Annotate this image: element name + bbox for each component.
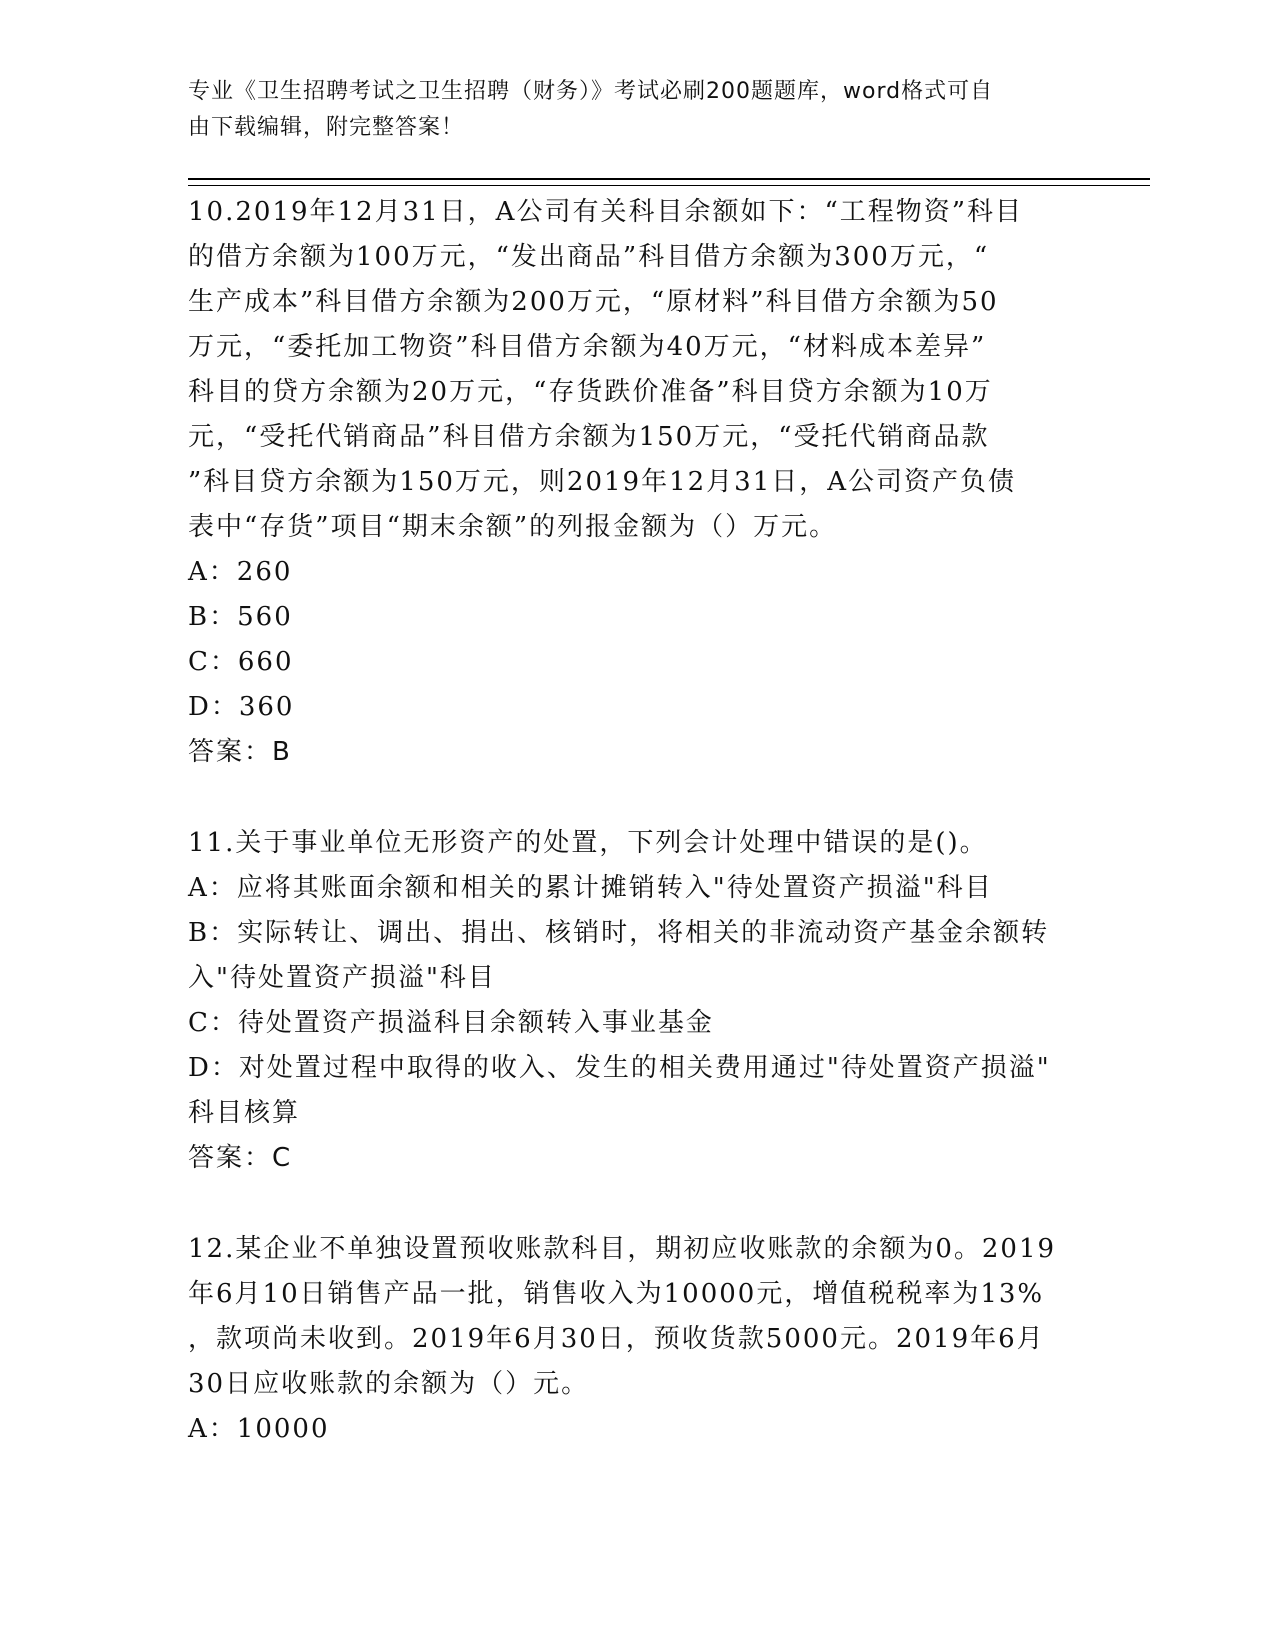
question-12 [188,1227,1068,1452]
header-divider-thick [188,178,1150,180]
option-d: D：对处置过程中取得的收入、发生的相关费用通过"待处置资产损溢" 科目核算 [188,1053,1051,1128]
answer: 答案：C [188,1143,293,1173]
spacer [188,775,1068,821]
question-text: 12.某企业不单独设置预收账款科目，期初应收账款的余额为0。2019 年6月10日销售产品一批，销售收入为10000元，增值税税率为13% ，款项尚未收到。2019年6月30日，预收货款5000元。2019年6月 30日应收账款的余额为（）元。 [188,1234,1057,1399]
question-list [188,190,1068,1452]
option-c: C：660 [188,647,294,677]
answer: 答案：B [188,737,292,767]
question-10 [188,190,1068,775]
option-a: A：260 [188,557,293,587]
option-b: B：560 [188,602,293,632]
option-a: A：10000 [188,1414,330,1444]
document-header: 专业《卫生招聘考试之卫生招聘（财务）》考试必刷200题题库，word格式可自 由下载编辑，附完整答案！ [188,79,994,140]
question-11 [188,821,1068,1181]
option-b: B：实际转让、调出、捐出、核销时，将相关的非流动资产基金余额转 入"待处置资产损溢"科目 [188,918,1050,993]
question-text: 11.关于事业单位无形资产的处置，下列会计处理中错误的是()。 [188,828,988,858]
question-text: 10.2019年12月31日，A公司有关科目余额如下：“工程物资”科目 的借方余额为100万元，“发出商品”科目借方余额为300万元，“ 生产成本”科目借方余额为200万元，“原材料”科目借方余额为50 万元，“委托加工物资”科目借方余额为40万元，“材料成本差异” 科目的贷方余额为20万元，“存货跌价准备”科目贷方余额为10万 元，“受托代销商品”科目借方余额为150万元，“受托代销商品款 ”科目贷方余额为150万元，则2019年12月31日，A公司资产负债 表中“存货”项目“期末余额”的列报金额为（）万元。 [188,197,1024,542]
option-a: A：应将其账面余额和相关的累计摊销转入"待处置资产损溢"科目 [188,873,993,903]
spacer [188,1181,1068,1227]
option-d: D：360 [188,692,295,722]
header-divider-thin [188,185,1150,186]
option-c: C：待处置资产损溢科目余额转入事业基金 [188,1008,714,1038]
